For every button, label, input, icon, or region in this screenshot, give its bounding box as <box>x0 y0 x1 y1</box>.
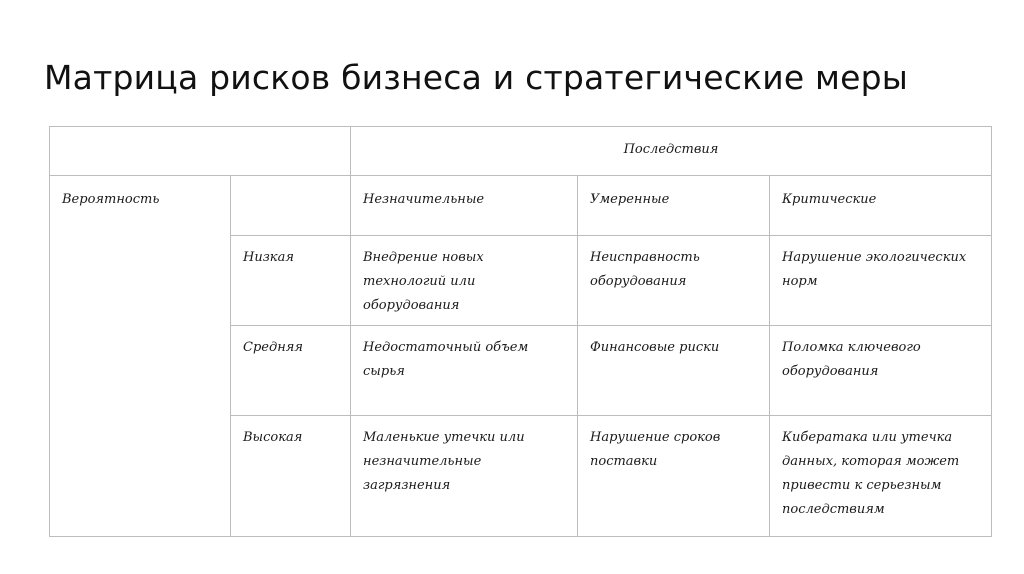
column-header-moderate: Умеренные <box>578 176 770 236</box>
table-cell: Маленькие утечки или незначительные загрязнения <box>351 416 578 537</box>
column-header-minor: Незначительные <box>351 176 578 236</box>
table-header-row <box>50 127 992 176</box>
consequences-header: Последствия <box>351 127 992 176</box>
row-label-low: Низкая <box>231 236 351 326</box>
column-header-critical: Критические <box>770 176 992 236</box>
empty-label-cell <box>231 176 351 236</box>
page-title: Матрица рисков бизнеса и стратегические меры <box>44 58 909 97</box>
table-cell: Поломка ключевого оборудования <box>770 326 992 416</box>
table-cell: Нарушение экологических норм <box>770 236 992 326</box>
empty-corner-cell <box>50 127 351 176</box>
columns-header-row <box>50 176 992 236</box>
table-cell: Неисправность оборудования <box>578 236 770 326</box>
table-cell: Нарушение сроков поставки <box>578 416 770 537</box>
row-label-high: Высокая <box>231 416 351 537</box>
table-cell: Недостаточный объем сырья <box>351 326 578 416</box>
risk-matrix-table <box>49 126 992 537</box>
row-label-medium: Средняя <box>231 326 351 416</box>
table-cell: Финансовые риски <box>578 326 770 416</box>
table-cell: Внедрение новых технологий или оборудования <box>351 236 578 326</box>
table-cell: Кибератака или утечка данных, которая может привести к серьезным последствиям <box>770 416 992 537</box>
probability-header: Вероятность <box>50 176 231 537</box>
